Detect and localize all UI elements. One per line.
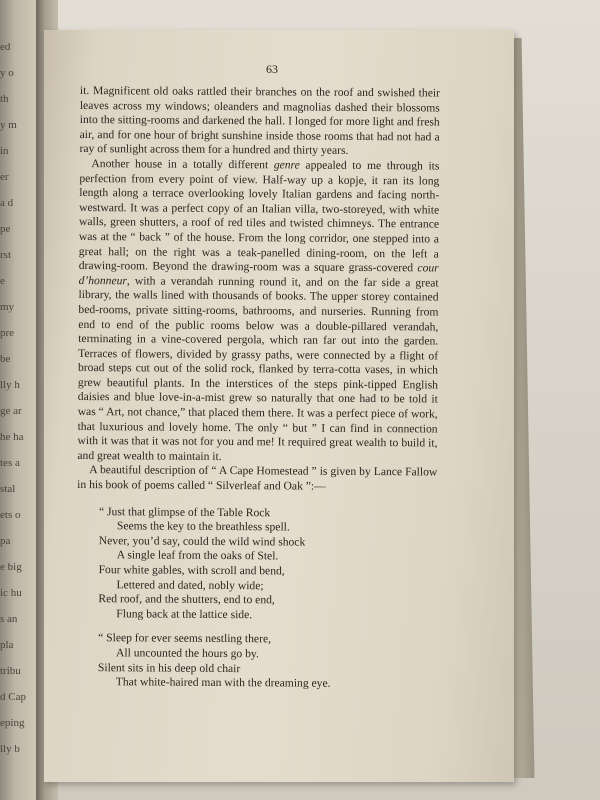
- left-page-fragment: be: [0, 353, 11, 365]
- poem-line: That white-haired man with the dreaming eye.: [115, 675, 331, 690]
- left-page-fragment: pa: [0, 535, 11, 547]
- left-page-fragment: tes a: [0, 457, 20, 469]
- left-page-fragment: th: [0, 93, 9, 105]
- left-page-fragment: er: [0, 171, 9, 183]
- left-page-fragment: lly h: [0, 379, 20, 391]
- left-page-fragment: pe: [0, 223, 11, 235]
- poem-stanza: [98, 505, 437, 624]
- left-page-fragment: lly b: [0, 743, 20, 755]
- poem-line: All uncounted the hours go by.: [115, 646, 259, 661]
- left-page-fragment: e big: [0, 561, 22, 573]
- left-page-fragment: stal: [0, 483, 16, 495]
- left-page-fragment: ge ar: [0, 405, 22, 417]
- left-page-fragment: e: [0, 275, 5, 287]
- left-page-fragment: in: [0, 145, 9, 157]
- left-page-fragment: y o: [0, 67, 14, 79]
- italic-term: genre: [273, 158, 300, 172]
- poem-line: Never, you’d say, could the wild wind shock: [98, 533, 306, 549]
- italic-term: cour d’honneur: [78, 261, 439, 288]
- poem-line: A single leaf from the oaks of Stel.: [116, 548, 279, 563]
- left-page-fragment: tribu: [0, 665, 21, 677]
- left-page-fragment: y m: [0, 119, 17, 131]
- left-page-fragment: my: [0, 301, 15, 313]
- poem-line: “ Sleep for ever seems nestling there,: [98, 631, 272, 646]
- left-page-fragment: d Cap: [0, 691, 26, 703]
- page-body: [76, 84, 440, 702]
- paragraph-text: , with a verandah running round it, and on the far side a great library, the walls lined with thousands of books. The upper storey contained bed-rooms, private sitting-rooms, bathrooms, and nurseries. Running from end to end of the public rooms below was a double-pillared verandah, terminating in a vine-covered pergola, which ran far out into the garden. Terraces of flowers, divided by grassy paths, were connected by a flight of broad steps cut out of the solid rock, flanked by terra-cotta vases, in which grew beautiful plants. In the interstices of the steps pink-tipped English daisies and blue love-in-a-mist grew so naturally that one had to be told it was “ Art, not chance,” that placed them there. It was a perfect piece of work, that luxurious and lovely home. The only “ but ” I can find in connection with it was that it was not for you and me! It required great wealth to build it, and great wealth to maintain it.: [77, 274, 439, 463]
- poem-line: Seems the key to the breathless spell.: [116, 519, 290, 534]
- left-page-fragment: s an: [0, 613, 18, 625]
- left-page-fragment: pre: [0, 327, 15, 339]
- poem-stanza: [98, 632, 436, 693]
- poem-line: Flung back at the lattice side.: [116, 607, 253, 621]
- poem-line: “ Just that glimpse of the Table Rock: [98, 504, 271, 519]
- left-page-fragment: a d: [0, 197, 14, 209]
- poem-line: Red roof, and the shutters, end to end,: [98, 592, 275, 607]
- paragraph: A beautiful description of “ A Cape Homestead ” is given by Lance Fallow in his book of poems called “ Silverleaf and Oak ”:—: [77, 463, 438, 493]
- poem-line: Four white gables, with scroll and bend,: [98, 563, 285, 578]
- page-number: 63: [266, 62, 278, 76]
- paragraph: it. Magnificent old oaks rattled their branches on the roof and swished their leaves across my windows; oleanders and magnolias dashed their blossoms into the sitting-rooms and darkened the hall. I longed for more light and fresh air, and for one hour of bright sunshine inside those rooms that had not had a ray of sunlight across them for a hundred and thirty years.: [79, 84, 440, 158]
- left-page-fragment: rst: [0, 249, 11, 261]
- left-page-fragment: ed: [0, 41, 11, 53]
- left-page-fragment: pla: [0, 639, 14, 651]
- left-page-fragment: ets o: [0, 509, 21, 521]
- paragraph-text: appealed to me through its perfection from every point of view. Half-way up a kopje, it ran its long length along a terrace overlooking lovely Italian gardens and facing north-westward. It was a perfect copy of an Italian villa, two-storeyed, with white walls, green shutters, a roof of red tiles and twisted chimneys. The entrance was at the “ back ” of the house. From the long corridor, one stepped into a great hall; on the right was a teak-panelled dining-room, on the left a drawing-room. Beyond the drawing-room was a square grass-covered: [78, 158, 440, 275]
- left-page-fragment: ic hu: [0, 587, 22, 599]
- left-page-fragment: eping: [0, 717, 25, 729]
- poem: [98, 505, 437, 692]
- paragraph-text: Another house in a totally different: [91, 157, 274, 172]
- left-page-fragment: he ha: [0, 431, 24, 443]
- poem-line: Silent sits in his deep old chair: [97, 660, 241, 675]
- paragraph: [77, 157, 439, 466]
- poem-line: Lettered and dated, nobly wide;: [116, 577, 264, 592]
